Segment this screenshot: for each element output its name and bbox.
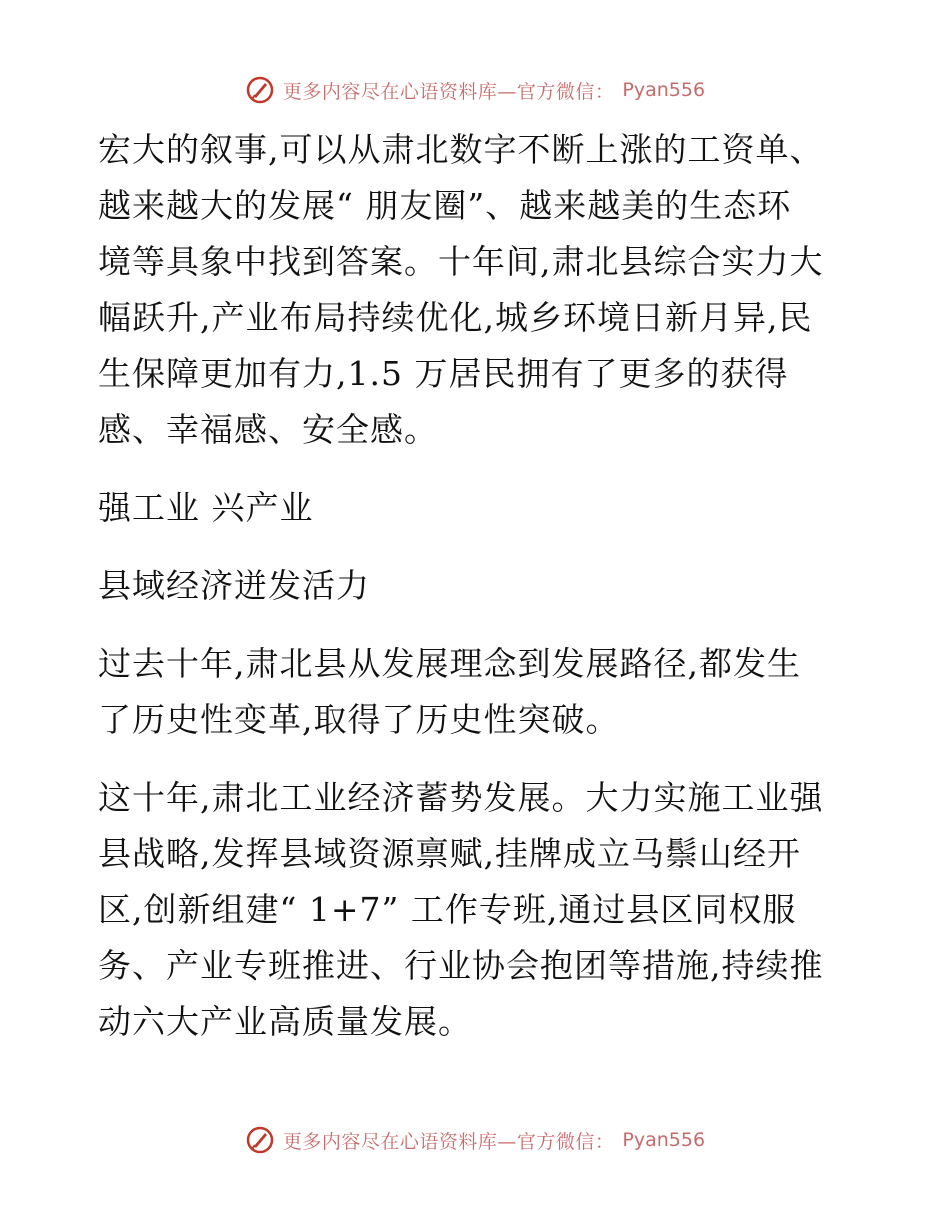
quill-circle-icon — [245, 1125, 275, 1155]
watermark-text: 更多内容尽在心语资料库—官方微信： — [282, 80, 615, 103]
watermark-text: 更多内容尽在心语资料库—官方微信： — [282, 1130, 615, 1153]
document-body — [98, 122, 858, 1072]
paragraph-decade-change: 过去十年,肃北县从发展理念到发展路径,都发生 了历史性变革,取得了历史性突破。 — [98, 644, 801, 739]
section-subheading: 县域经济迸发活力 — [98, 566, 370, 605]
header-watermark — [0, 70, 950, 110]
footer-watermark — [0, 1120, 950, 1160]
watermark-wechat-id: Pyan556 — [622, 1129, 706, 1151]
paragraph-industry: 这十年,肃北工业经济蓄势发展。大力实施工业强 县战略,发挥县域资源禀赋,挂牌成立马鬃山经开 区,创新组建“ 1+7” 工作专班,通过县区同权服 务、产业专班推进、行业协会抱团等措施,持续推 动六大产业高质量发展。 — [98, 778, 824, 1041]
paragraph-intro: 宏大的叙事,可以从肃北数字不断上涨的工资单、 越来越大的发展“ 朋友圈”、越来越美的生态环 境等具象中找到答案。十年间,肃北县综合实力大 幅跃升,产业布局持续优化,城乡环境日新月异,民 生保障更加有力,1.5 万居民拥有了更多的获得 感、幸福感、安全感。 — [98, 130, 824, 449]
watermark-wechat-id: Pyan556 — [622, 79, 706, 101]
section-heading: 强工业 兴产业 — [98, 488, 314, 527]
quill-circle-icon — [245, 75, 275, 105]
